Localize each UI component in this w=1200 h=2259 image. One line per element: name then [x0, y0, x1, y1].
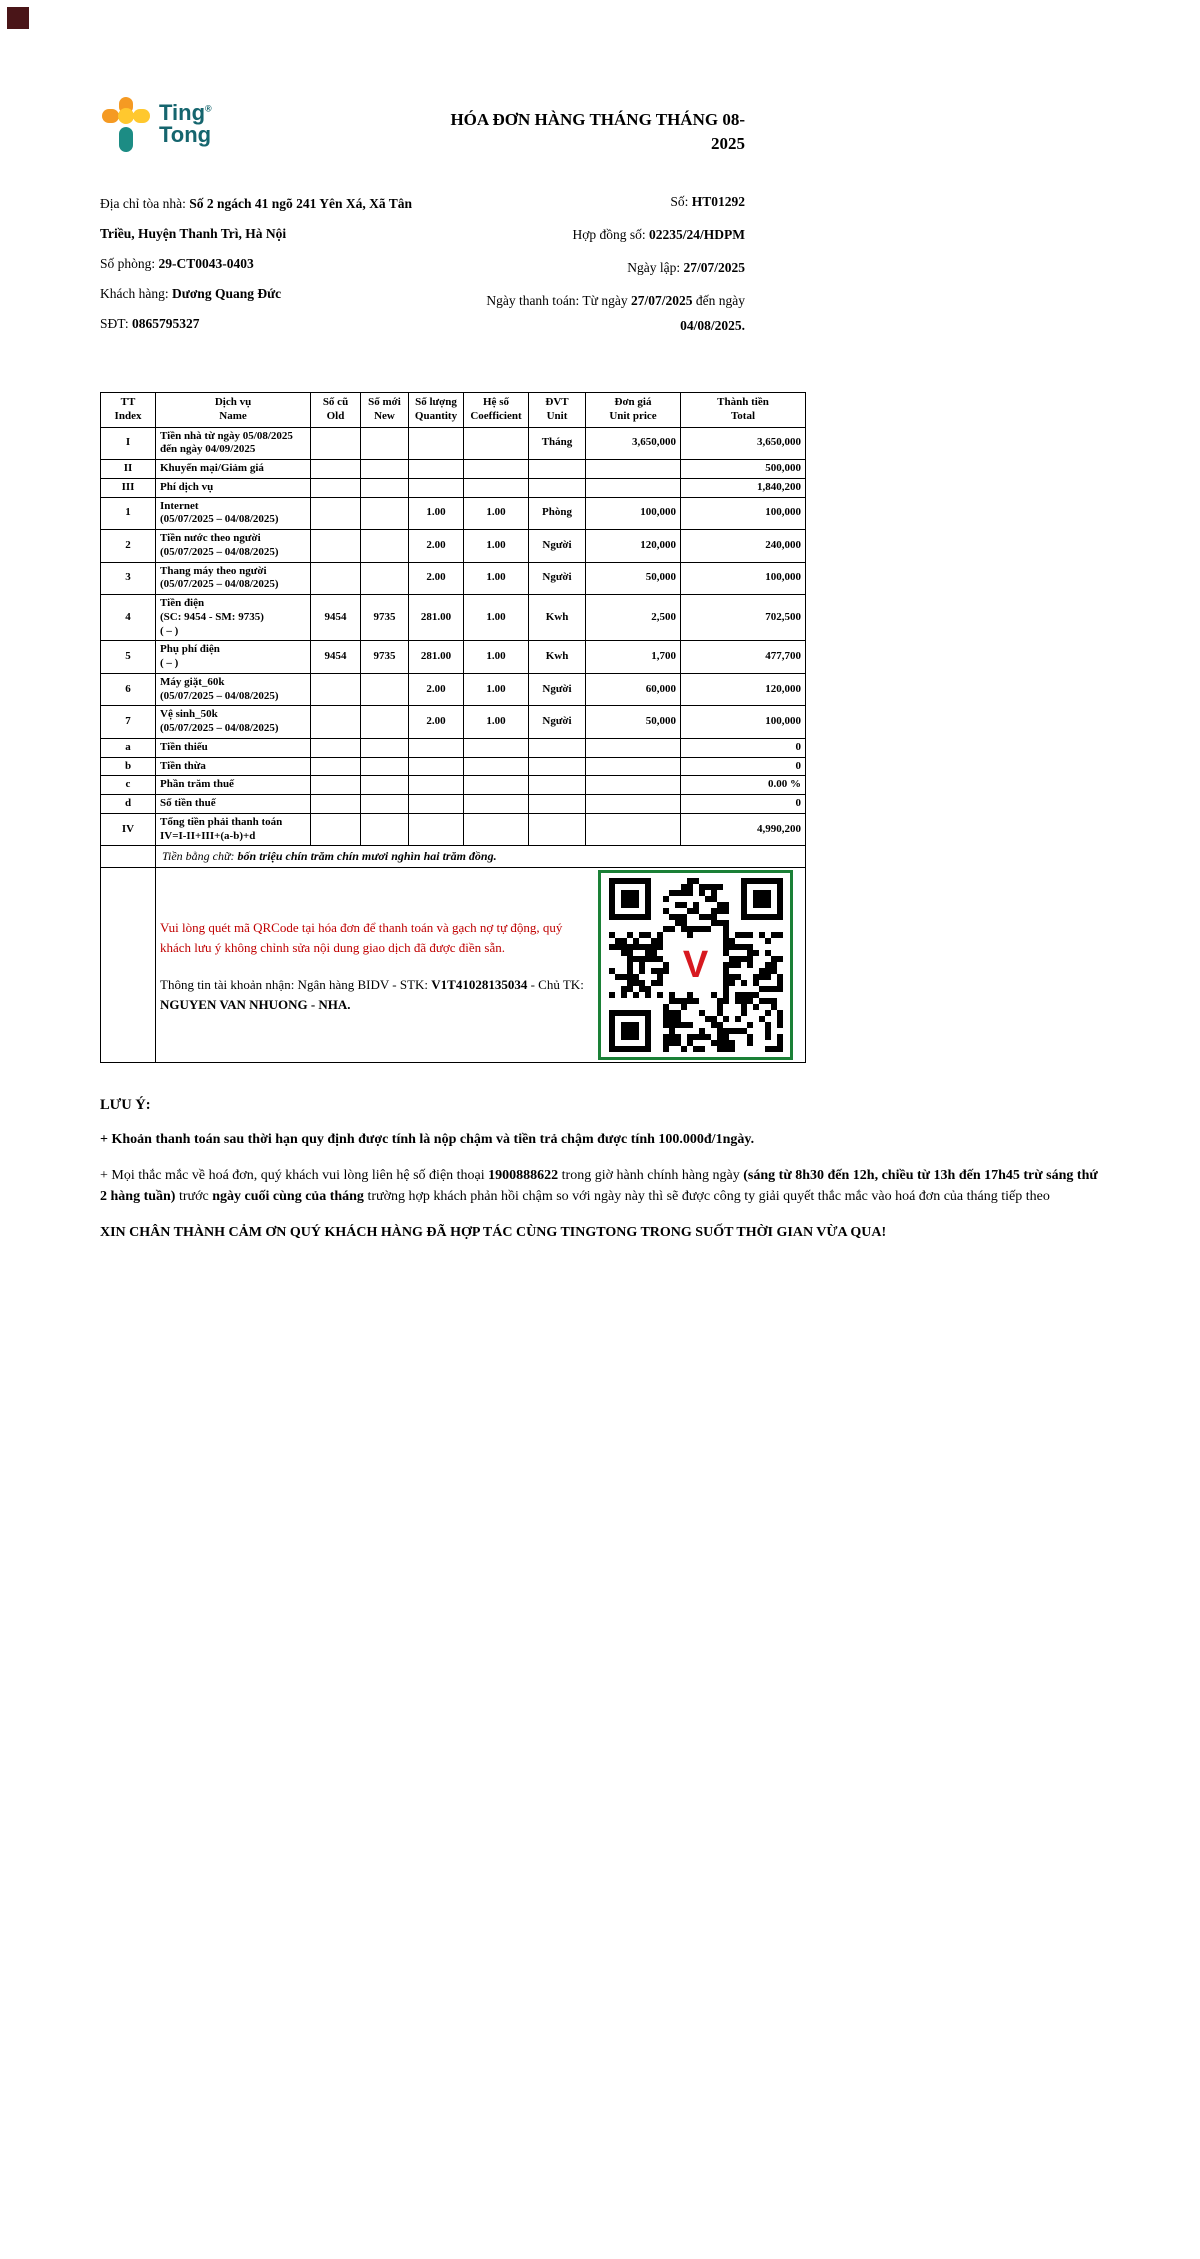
cell-old-reading — [311, 530, 361, 563]
payment-instructions — [158, 870, 586, 1014]
invoice-row — [101, 478, 806, 497]
cell-coefficient: 1.00 — [464, 706, 529, 739]
cell-index: IV — [101, 813, 156, 846]
cell-service-name: Tiền điện (SC: 9454 - SM: 9735) ( – ) — [156, 595, 311, 641]
customer-phone: SĐT: 0865795327 — [100, 316, 200, 331]
cell-old-reading — [311, 706, 361, 739]
cell-unit-price — [586, 776, 681, 795]
cell-new-reading — [361, 562, 409, 595]
cell-quantity: 2.00 — [409, 673, 464, 706]
invoice-row — [101, 757, 806, 776]
cell-index: 4 — [101, 595, 156, 641]
qr-row — [101, 868, 806, 1063]
invoice-content — [100, 96, 1104, 1243]
cell-unit-price: 50,000 — [586, 562, 681, 595]
customer-name: Khách hàng: Dương Quang Đức — [100, 286, 282, 301]
cell-quantity — [409, 813, 464, 846]
cell-old-reading: 9454 — [311, 641, 361, 674]
cell-index: 2 — [101, 530, 156, 563]
cell-new-reading — [361, 776, 409, 795]
cell-index: c — [101, 776, 156, 795]
cell-old-reading — [311, 478, 361, 497]
invoice-row — [101, 706, 806, 739]
invoice-row — [101, 427, 806, 460]
invoice-table — [100, 392, 806, 1063]
column-header: Thành tiền Total — [681, 393, 806, 428]
contract-number: Hợp đồng số: 02235/24/HDPM — [572, 227, 745, 242]
cell-coefficient: 1.00 — [464, 497, 529, 530]
cell-quantity: 281.00 — [409, 595, 464, 641]
cell-index: b — [101, 757, 156, 776]
cell-old-reading — [311, 673, 361, 706]
cell-unit-price — [586, 460, 681, 479]
cell-index: III — [101, 478, 156, 497]
cell-unit-price: 100,000 — [586, 497, 681, 530]
room-number: Số phòng: 29-CT0043-0403 — [100, 256, 254, 271]
invoice-row — [101, 738, 806, 757]
cell-total: 0 — [681, 738, 806, 757]
amount-in-words: Tiền bằng chữ: bốn triệu chín trăm chín mươi nghìn hai trăm đồng. — [156, 846, 806, 868]
cell-new-reading: 9735 — [361, 595, 409, 641]
tingtong-logo — [100, 96, 212, 159]
cell-new-reading — [361, 738, 409, 757]
issue-date: Ngày lập: 27/07/2025 — [627, 260, 745, 275]
cell-old-reading — [311, 460, 361, 479]
table-header-row — [101, 393, 806, 428]
cell-index: I — [101, 427, 156, 460]
cell-quantity: 2.00 — [409, 530, 464, 563]
cell-service-name: Tiền nhà từ ngày 05/08/2025 đến ngày 04/09/2025 — [156, 427, 311, 460]
cell-unit-price: 2,500 — [586, 595, 681, 641]
invoice-meta — [100, 189, 745, 346]
cell-total: 100,000 — [681, 706, 806, 739]
cell-service-name: Thang máy theo người (05/07/2025 – 04/08/2025) — [156, 562, 311, 595]
registered-mark: ® — [205, 103, 212, 114]
amount-in-words-row — [101, 846, 806, 868]
cell-new-reading — [361, 497, 409, 530]
scan-corner-artifact — [7, 7, 29, 29]
cell-new-reading: 9735 — [361, 641, 409, 674]
building-address: Địa chỉ tòa nhà: Số 2 ngách 41 ngõ 241 Yên Xá, Xã Tân Triều, Huyện Thanh Trì, Hà Nội — [100, 196, 413, 241]
column-header: Dịch vụ Name — [156, 393, 311, 428]
cell-coefficient — [464, 738, 529, 757]
late-payment-note: + Khoản thanh toán sau thời hạn quy định được tính là nộp chậm và tiền trả chậm được tính 100.000đ/1ngày. — [100, 1132, 755, 1148]
cell-new-reading — [361, 795, 409, 814]
cell-quantity — [409, 776, 464, 795]
cell-old-reading — [311, 757, 361, 776]
cell-coefficient: 1.00 — [464, 595, 529, 641]
cell-new-reading — [361, 673, 409, 706]
cell-unit: Người — [529, 706, 586, 739]
cell-total: 702,500 — [681, 595, 806, 641]
cell-coefficient — [464, 427, 529, 460]
cell-old-reading — [311, 738, 361, 757]
cell-coefficient — [464, 478, 529, 497]
cell-coefficient — [464, 757, 529, 776]
cell-service-name: Khuyến mại/Giảm giá — [156, 460, 311, 479]
cell-service-name: Vệ sinh_50k (05/07/2025 – 04/08/2025) — [156, 706, 311, 739]
cell-old-reading: 9454 — [311, 595, 361, 641]
cell-index: a — [101, 738, 156, 757]
meta-right-column — [473, 189, 745, 346]
cell-total: 3,650,000 — [681, 427, 806, 460]
hotline-note: + Mọi thắc mắc về hoá đơn, quý khách vui lòng liên hệ số điện thoại 1900888622 trong giờ hành chính hàng ngày (sáng từ 8h30 đến 12h, chiều từ 13h đến 17h45 trừ sáng thứ 2 hàng tuần) trước ngày cuối cùng của tháng trường hợp khách phản hồi chậm so với ngày này thì sẽ được công ty giải quyết thắc mắc vào hoá đơn của tháng tiếp theo — [100, 1168, 1098, 1205]
cell-unit-price — [586, 813, 681, 846]
cell-service-name: Số tiền thuế — [156, 795, 311, 814]
cell-coefficient — [464, 795, 529, 814]
cell-unit — [529, 460, 586, 479]
cell-index: 3 — [101, 562, 156, 595]
cell-new-reading — [361, 460, 409, 479]
cell-total: 4,990,200 — [681, 813, 806, 846]
cell-old-reading — [311, 427, 361, 460]
cell-quantity — [409, 738, 464, 757]
cell-coefficient — [464, 813, 529, 846]
cell-unit — [529, 813, 586, 846]
cell-quantity — [409, 460, 464, 479]
column-header: Số lượng Quantity — [409, 393, 464, 428]
notes-heading: LƯU Ý: — [100, 1097, 151, 1114]
column-header: Hệ số Coefficient — [464, 393, 529, 428]
cell-total: 120,000 — [681, 673, 806, 706]
invoice-row — [101, 497, 806, 530]
cell-quantity: 1.00 — [409, 497, 464, 530]
cell-unit-price: 60,000 — [586, 673, 681, 706]
payment-period: Ngày thanh toán: Từ ngày 27/07/2025 đến ngày 04/08/2025. — [486, 293, 745, 333]
cell-quantity — [409, 427, 464, 460]
cell-unit-price: 3,650,000 — [586, 427, 681, 460]
cell-index: II — [101, 460, 156, 479]
tingtong-flower-icon — [100, 96, 152, 159]
cell-service-name: Phí dịch vụ — [156, 478, 311, 497]
cell-unit — [529, 478, 586, 497]
column-header: ĐVT Unit — [529, 393, 586, 428]
cell-unit-price: 1,700 — [586, 641, 681, 674]
cell-new-reading — [361, 757, 409, 776]
cell-new-reading — [361, 478, 409, 497]
column-header: Số mới New — [361, 393, 409, 428]
cell-unit-price — [586, 795, 681, 814]
invoice-row — [101, 795, 806, 814]
cell-service-name: Tiền thiếu — [156, 738, 311, 757]
qr-warning-text: Vui lòng quét mã QRCode tại hóa đơn để thanh toán và gạch nợ tự động, quý khách lưu ý không chỉnh sửa nội dung giao dịch đã được điền sẵn. — [160, 920, 563, 955]
cell-service-name: Phần trăm thuế — [156, 776, 311, 795]
cell-total: 0 — [681, 795, 806, 814]
cell-service-name: Tiền thừa — [156, 757, 311, 776]
cell-total: 100,000 — [681, 497, 806, 530]
cell-unit: Tháng — [529, 427, 586, 460]
cell-new-reading — [361, 530, 409, 563]
cell-coefficient — [464, 776, 529, 795]
invoice-row — [101, 641, 806, 674]
payment-qr-code — [598, 870, 793, 1060]
invoice-row — [101, 595, 806, 641]
cell-index: 6 — [101, 673, 156, 706]
cell-quantity — [409, 795, 464, 814]
cell-unit-price: 120,000 — [586, 530, 681, 563]
cell-service-name: Tổng tiền phải thanh toán IV=I-II+III+(a-b)+d — [156, 813, 311, 846]
cell-index: 5 — [101, 641, 156, 674]
cell-unit-price — [586, 738, 681, 757]
cell-index: 1 — [101, 497, 156, 530]
cell-new-reading — [361, 813, 409, 846]
invoice-row — [101, 813, 806, 846]
cell-unit-price: 50,000 — [586, 706, 681, 739]
cell-unit — [529, 757, 586, 776]
cell-old-reading — [311, 562, 361, 595]
column-header: Số cũ Old — [311, 393, 361, 428]
cell-total: 100,000 — [681, 562, 806, 595]
invoice-header — [100, 96, 745, 159]
cell-new-reading — [361, 427, 409, 460]
cell-quantity: 2.00 — [409, 562, 464, 595]
cell-total: 477,700 — [681, 641, 806, 674]
cell-coefficient: 1.00 — [464, 673, 529, 706]
cell-unit: Kwh — [529, 641, 586, 674]
column-header: TT Index — [101, 393, 156, 428]
cell-quantity — [409, 757, 464, 776]
tingtong-wordmark — [159, 102, 212, 147]
cell-unit — [529, 738, 586, 757]
cell-old-reading — [311, 795, 361, 814]
invoice-number: Số: HT01292 — [670, 194, 745, 209]
meta-left-column — [100, 189, 445, 346]
invoice-row — [101, 562, 806, 595]
cell-new-reading — [361, 706, 409, 739]
invoice-title: HÓA ĐƠN HÀNG THÁNG THÁNG 08-2025 — [450, 110, 745, 153]
cell-unit: Người — [529, 673, 586, 706]
cell-index: d — [101, 795, 156, 814]
cell-unit: Người — [529, 530, 586, 563]
cell-service-name: Phụ phí điện ( – ) — [156, 641, 311, 674]
cell-old-reading — [311, 776, 361, 795]
cell-total: 0 — [681, 757, 806, 776]
invoice-row — [101, 530, 806, 563]
cell-quantity: 281.00 — [409, 641, 464, 674]
cell-unit-price — [586, 757, 681, 776]
cell-unit: Phòng — [529, 497, 586, 530]
invoice-rows — [101, 427, 806, 846]
cell-old-reading — [311, 497, 361, 530]
column-header: Đơn giá Unit price — [586, 393, 681, 428]
cell-coefficient: 1.00 — [464, 641, 529, 674]
invoice-row — [101, 460, 806, 479]
bank-account-info: Thông tin tài khoản nhận: Ngân hàng BIDV - STK: V1T41028135034 - Chủ TK: NGUYEN VAN NHUONG - NHA. — [160, 977, 584, 1012]
cell-coefficient: 1.00 — [464, 562, 529, 595]
cell-total: 240,000 — [681, 530, 806, 563]
cell-index: 7 — [101, 706, 156, 739]
cell-unit: Kwh — [529, 595, 586, 641]
cell-coefficient — [464, 460, 529, 479]
invoice-row — [101, 776, 806, 795]
cell-total: 500,000 — [681, 460, 806, 479]
cell-total: 0.00 % — [681, 776, 806, 795]
invoice-row — [101, 673, 806, 706]
cell-quantity: 2.00 — [409, 706, 464, 739]
cell-quantity — [409, 478, 464, 497]
cell-unit — [529, 776, 586, 795]
logo-word-tong: Tong — [159, 122, 212, 148]
thank-you-note: XIN CHÂN THÀNH CẢM ƠN QUÝ KHÁCH HÀNG ĐÃ HỢP TÁC CÙNG TINGTONG TRONG SUỐT THỜI GIAN VỪA QUA! — [100, 1225, 887, 1241]
cell-total: 1,840,200 — [681, 478, 806, 497]
vietqr-logo-icon: V — [673, 944, 719, 986]
logo-word-ting: Ting — [159, 100, 206, 125]
cell-unit — [529, 795, 586, 814]
cell-service-name: Internet (05/07/2025 – 04/08/2025) — [156, 497, 311, 530]
cell-service-name: Máy giặt_60k (05/07/2025 – 04/08/2025) — [156, 673, 311, 706]
cell-old-reading — [311, 813, 361, 846]
footer-notes — [100, 1097, 1104, 1243]
cell-unit: Người — [529, 562, 586, 595]
cell-coefficient: 1.00 — [464, 530, 529, 563]
cell-service-name: Tiền nước theo người (05/07/2025 – 04/08/2025) — [156, 530, 311, 563]
cell-unit-price — [586, 478, 681, 497]
